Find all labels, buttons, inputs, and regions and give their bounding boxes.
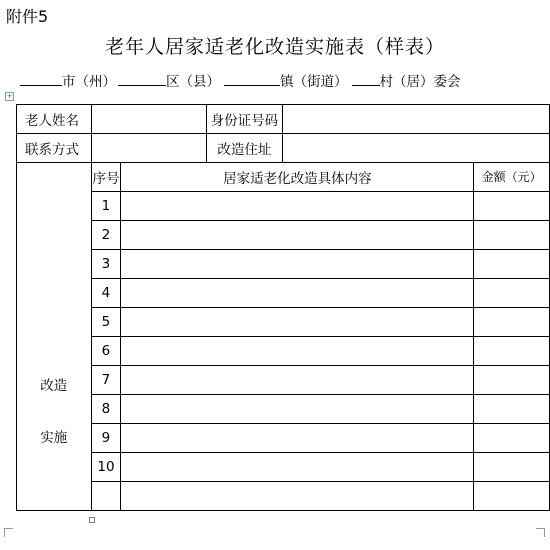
village-blank[interactable] — [352, 73, 380, 86]
row-amount[interactable] — [474, 337, 550, 366]
row-content[interactable] — [121, 308, 474, 337]
row-content[interactable] — [121, 424, 474, 453]
row-content[interactable] — [121, 482, 474, 511]
table-row — [17, 366, 550, 395]
page-corner-mark-left — [4, 528, 13, 537]
contact-label: 联系方式 — [17, 134, 92, 163]
row-no: 4 — [91, 279, 121, 308]
row-amount[interactable] — [474, 221, 550, 250]
district-label: 区（县） — [166, 74, 220, 90]
name-field[interactable] — [91, 105, 206, 134]
table-row — [17, 308, 550, 337]
contact-field[interactable] — [91, 134, 206, 163]
row-no — [91, 482, 121, 511]
row-content[interactable] — [121, 279, 474, 308]
row-no: 10 — [91, 453, 121, 482]
row-amount[interactable] — [474, 395, 550, 424]
section-label-2: 实施 — [40, 429, 68, 446]
row-content[interactable] — [121, 395, 474, 424]
table-row — [17, 192, 550, 221]
row-amount[interactable] — [474, 424, 550, 453]
row-no: 1 — [91, 192, 121, 221]
row-content[interactable] — [121, 221, 474, 250]
city-blank[interactable] — [20, 73, 62, 86]
row-no: 2 — [91, 221, 121, 250]
row-content[interactable] — [121, 337, 474, 366]
row-no: 7 — [91, 366, 121, 395]
table-row — [17, 395, 550, 424]
row-amount[interactable] — [474, 308, 550, 337]
col-content-header: 居家适老化改造具体内容 — [121, 163, 474, 192]
town-blank[interactable] — [224, 73, 280, 86]
row-content[interactable] — [121, 453, 474, 482]
village-label: 村（居）委会 — [379, 74, 461, 90]
id-label: 身份证号码 — [206, 105, 282, 134]
table-row — [17, 424, 550, 453]
row-amount[interactable] — [474, 482, 550, 511]
name-label: 老人姓名 — [17, 105, 92, 134]
row-no: 6 — [91, 337, 121, 366]
contact-row — [17, 134, 550, 163]
row-no: 9 — [91, 424, 121, 453]
row-content[interactable] — [121, 250, 474, 279]
col-amount-header: 金额（元） — [474, 163, 550, 192]
row-no: 5 — [91, 308, 121, 337]
row-no: 8 — [91, 395, 121, 424]
table-row — [17, 453, 550, 482]
table-move-handle-icon[interactable]: + — [6, 92, 13, 100]
region-line — [20, 70, 461, 90]
table-row — [17, 337, 550, 366]
section-label — [17, 163, 92, 511]
table-row — [17, 482, 550, 511]
page-title: 老年人居家适老化改造实施表（样表） — [104, 36, 445, 58]
attachment-label: 附件5 — [6, 7, 49, 26]
city-label: 市（州） — [62, 74, 116, 90]
column-header-row — [17, 163, 550, 192]
name-row — [17, 105, 550, 134]
row-content[interactable] — [121, 192, 474, 221]
row-no: 3 — [91, 250, 121, 279]
row-amount[interactable] — [474, 192, 550, 221]
page-corner-mark-right — [536, 528, 545, 537]
row-amount[interactable] — [474, 279, 550, 308]
address-field[interactable] — [283, 134, 550, 163]
table-row — [17, 250, 550, 279]
district-blank[interactable] — [118, 73, 166, 86]
section-label-1: 改造 — [40, 377, 68, 394]
address-label: 改造住址 — [206, 134, 282, 163]
row-amount[interactable] — [474, 453, 550, 482]
table-resize-handle-icon[interactable] — [89, 517, 95, 523]
row-amount[interactable] — [474, 250, 550, 279]
row-amount[interactable] — [474, 366, 550, 395]
col-no-header: 序号 — [91, 163, 121, 192]
town-label: 镇（街道） — [280, 74, 348, 90]
renovation-table — [16, 104, 550, 511]
table-row — [17, 221, 550, 250]
id-field[interactable] — [283, 105, 550, 134]
row-content[interactable] — [121, 366, 474, 395]
table-row — [17, 279, 550, 308]
